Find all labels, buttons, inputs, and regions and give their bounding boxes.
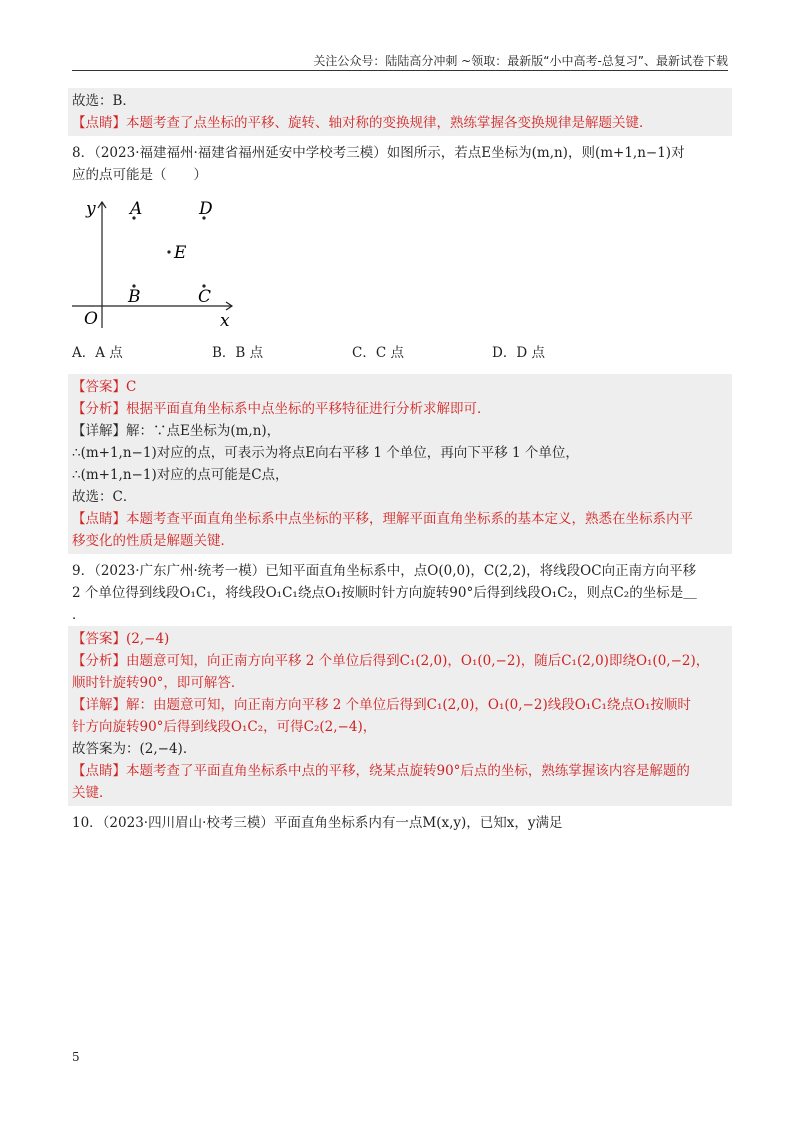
coordinate-plane (72, 196, 242, 336)
page-content (72, 88, 728, 834)
page-number: 5 (72, 1050, 80, 1064)
q8-stem-line2: 应的点可能是（ ） (72, 167, 207, 183)
q8-detail-2: ∴(m+1,n−1)对应的点，可表示为将点E向右平移 1 个单位，再向下平移 1 个单位， (72, 445, 579, 461)
q8-choice: 故选：C． (72, 489, 137, 505)
prev-comment: 【点睛】本题考查了点坐标的平移、旋转、轴对称的变换规律，熟练掌握各变换规律是解题关键． (72, 115, 653, 131)
q9-comment-1: 【点睛】本题考查了平面直角坐标系中点的平移，绕某点旋转90°后点的坐标，熟练掌握该内容是解题的 (72, 763, 690, 779)
label-d: D (199, 199, 213, 219)
q9-analysis-1: 【分析】由题意可知，向正南方向平移 2 个单位后得到C₁(2,0)，O₁(0,−2)，随后C₁(2,0)即绕O₁(0,−2)， (72, 653, 710, 669)
label-b: B (128, 287, 141, 307)
q9-stem-line1: 9．（2023·广东广州·统考一模）已知平面直角坐标系中，点O(0,0)，C(2,2)，将线段OC向正南方向平移 (72, 563, 697, 579)
q8-detail-1: 【详解】解：∵点E坐标为(m,n)， (72, 423, 281, 439)
q9-solution-box (68, 626, 732, 806)
label-c: C (198, 287, 212, 307)
q8-stem-line1: 8．（2023·福建福州·福建省福州延安中学校考三模）如图所示，若点E坐标为(m,n)，则(m+1,n−1)对 (72, 145, 685, 161)
origin-label: O (84, 309, 98, 329)
q9-answer: 【答案】(2,−4) (72, 631, 170, 647)
q8-options (72, 342, 728, 364)
q8-comment-1: 【点睛】本题考查平面直角坐标系中点坐标的平移，理解平面直角坐标系的基本定义，熟悉在坐标系内平 (72, 511, 693, 527)
q10-stem-line1: 10．（2023·四川眉山·校考三模）平面直角坐标系内有一点M(x,y)，已知x，y满足 (72, 815, 563, 831)
q8-option-d[interactable]: D．D 点 (492, 345, 545, 361)
q9-stem-line2: 2 个单位得到线段O₁C₁，将线段O₁C₁绕点O₁按顺时针方向旋转90°后得到线段O₁C₂，则点C₂的坐标是＿ (72, 585, 697, 601)
q8-option-c[interactable]: C．C 点 (352, 345, 404, 361)
prev-solution-box (68, 88, 732, 136)
x-label: x (220, 311, 230, 331)
label-a: A (130, 199, 143, 219)
page-header: 关注公众号：陆陆高分冲刺 ~领取：最新版“小中高考-总复习”、最新试卷下载 (72, 52, 728, 71)
q8-comment-2: 移变化的性质是解题关键． (72, 533, 234, 549)
label-e: E (174, 243, 187, 263)
q8-solution-box (68, 374, 732, 554)
y-label: y (86, 199, 96, 219)
point-e (167, 250, 170, 253)
prev-choice: 故选：B． (72, 93, 136, 109)
q8-detail-3: ∴(m+1,n−1)对应的点可能是C点， (72, 467, 289, 483)
q8-answer: 【答案】C (72, 379, 137, 395)
q8-analysis: 【分析】根据平面直角坐标系中点坐标的平移特征进行分析求解即可． (72, 401, 491, 417)
q8-option-a[interactable]: A．A 点 (72, 345, 123, 361)
q8-coordinate-figure (72, 196, 242, 336)
q9-detail-1: 【详解】解：由题意可知，向正南方向平移 2 个单位后得到C₁(2,0)，O₁(0,−2)线段O₁C₁绕点O₁按顺时 (72, 697, 691, 713)
q9-final: 故答案为：(2,−4)． (72, 741, 197, 757)
q9-stem-line3: ． (72, 607, 86, 623)
q9-comment-2: 关键． (72, 785, 113, 801)
q9-analysis-2: 顺时针旋转90°，即可解答． (72, 675, 245, 691)
q9-detail-2: 针方向旋转90°后得到线段O₁C₂，可得C₂(2,−4)， (72, 719, 377, 735)
q8-option-b[interactable]: B．B 点 (212, 345, 264, 361)
